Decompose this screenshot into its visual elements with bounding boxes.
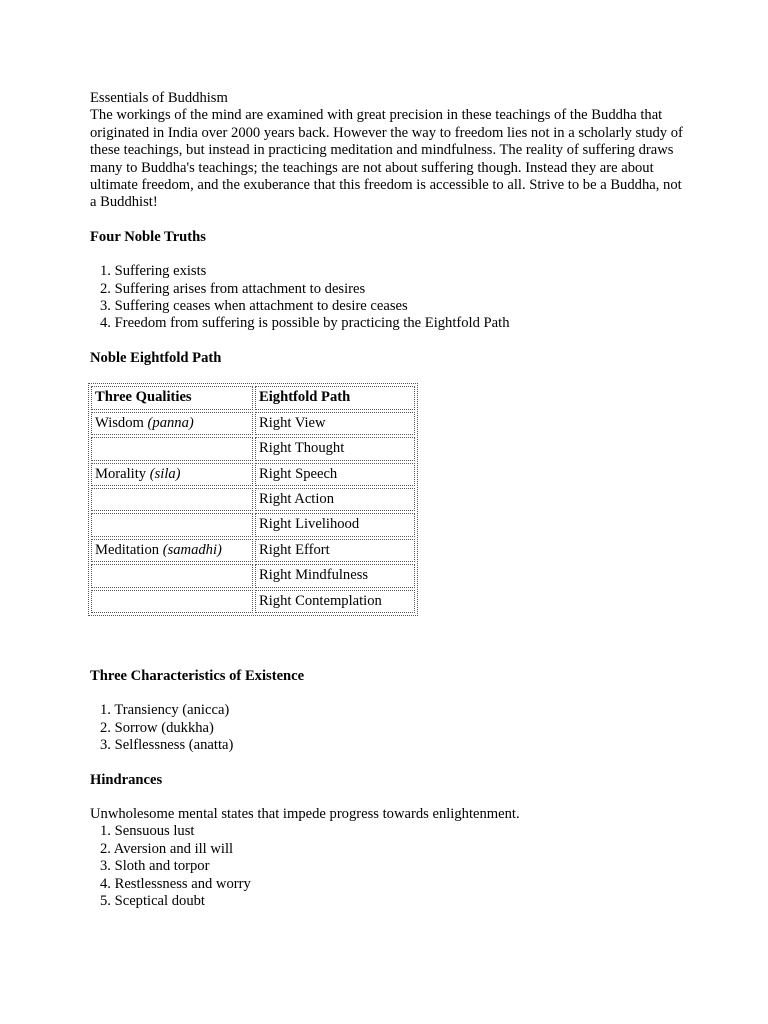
quality-cell: Wisdom (panna) xyxy=(91,412,253,435)
table-row xyxy=(91,463,415,486)
path-cell: Right Contemplation xyxy=(255,590,415,613)
list-item: 4. Freedom from suffering is possible by practicing the Eightfold Path xyxy=(100,315,510,332)
list-item: 3. Sloth and torpor xyxy=(100,858,210,875)
path-cell: Right Livelihood xyxy=(255,513,415,536)
path-cell: Right Action xyxy=(255,488,415,511)
table-row xyxy=(91,513,415,536)
hindrances-heading: Hindrances xyxy=(90,771,163,788)
quality-cell xyxy=(91,590,253,613)
list-item: 5. Sceptical doubt xyxy=(100,893,205,909)
path-cell: Right Effort xyxy=(255,539,415,562)
path-cell: Right Thought xyxy=(255,437,415,460)
list-item: 1. Suffering exists xyxy=(100,263,207,280)
path-cell: Right Mindfulness xyxy=(255,564,415,587)
intro-paragraph: The workings of the mind are examined with great precision in these teachings of the Buddha that originated in India over 2000 years back. However the way to freedom lies not in a scholarly study of these teachings, but instead in practicing meditation and mindfulness. The reality of suffering draws many to Buddha's teachings; the teachings are not about suffering though. Instead they are about ultimate freedom, and the exuberance that this freedom is accessible to all. Strive to be a Buddha, not a Buddhist! xyxy=(90,107,683,211)
list-item: 4. Restlessness and worry xyxy=(100,875,251,892)
table-row xyxy=(91,564,415,587)
table-header-row xyxy=(91,386,415,409)
quality-cell xyxy=(91,564,253,587)
quality-cell xyxy=(91,488,253,511)
quality-cell xyxy=(91,513,253,536)
list-item: 3. Suffering ceases when attachment to desire ceases xyxy=(100,298,408,315)
table-row xyxy=(91,412,415,435)
list-item: 2. Aversion and ill will xyxy=(100,840,234,857)
path-cell: Right View xyxy=(255,412,415,435)
three-characteristics-heading: Three Characteristics of Existence xyxy=(90,667,305,684)
table-row xyxy=(91,590,415,613)
list-item: 2. Sorrow (dukkha) xyxy=(100,719,214,736)
quality-cell: Morality (sila) xyxy=(91,463,253,486)
document-body xyxy=(90,90,690,910)
four-noble-truths-heading: Four Noble Truths xyxy=(90,228,206,245)
hindrances-list xyxy=(90,823,690,910)
table-row xyxy=(91,488,415,511)
eightfold-path-table xyxy=(88,383,418,616)
path-cell: Right Speech xyxy=(255,463,415,486)
quality-cell xyxy=(91,437,253,460)
eightfold-path-heading: Noble Eightfold Path xyxy=(90,349,222,366)
hindrances-intro: Unwholesome mental states that impede progress towards enlightenment. xyxy=(90,805,520,822)
list-item: 2. Suffering arises from attachment to desires xyxy=(100,280,366,297)
column-header-qualities: Three Qualities xyxy=(91,386,253,409)
list-item: 1. Sensuous lust xyxy=(100,823,195,840)
document-title: Essentials of Buddhism xyxy=(90,90,228,106)
four-noble-truths-list xyxy=(90,263,690,333)
table-row xyxy=(91,539,415,562)
three-characteristics-list xyxy=(90,702,690,754)
list-item: 3. Selflessness (anatta) xyxy=(100,737,234,754)
list-item: 1. Transiency (anicca) xyxy=(100,702,230,719)
quality-cell: Meditation (samadhi) xyxy=(91,539,253,562)
table-row xyxy=(91,437,415,460)
column-header-path: Eightfold Path xyxy=(255,386,415,409)
